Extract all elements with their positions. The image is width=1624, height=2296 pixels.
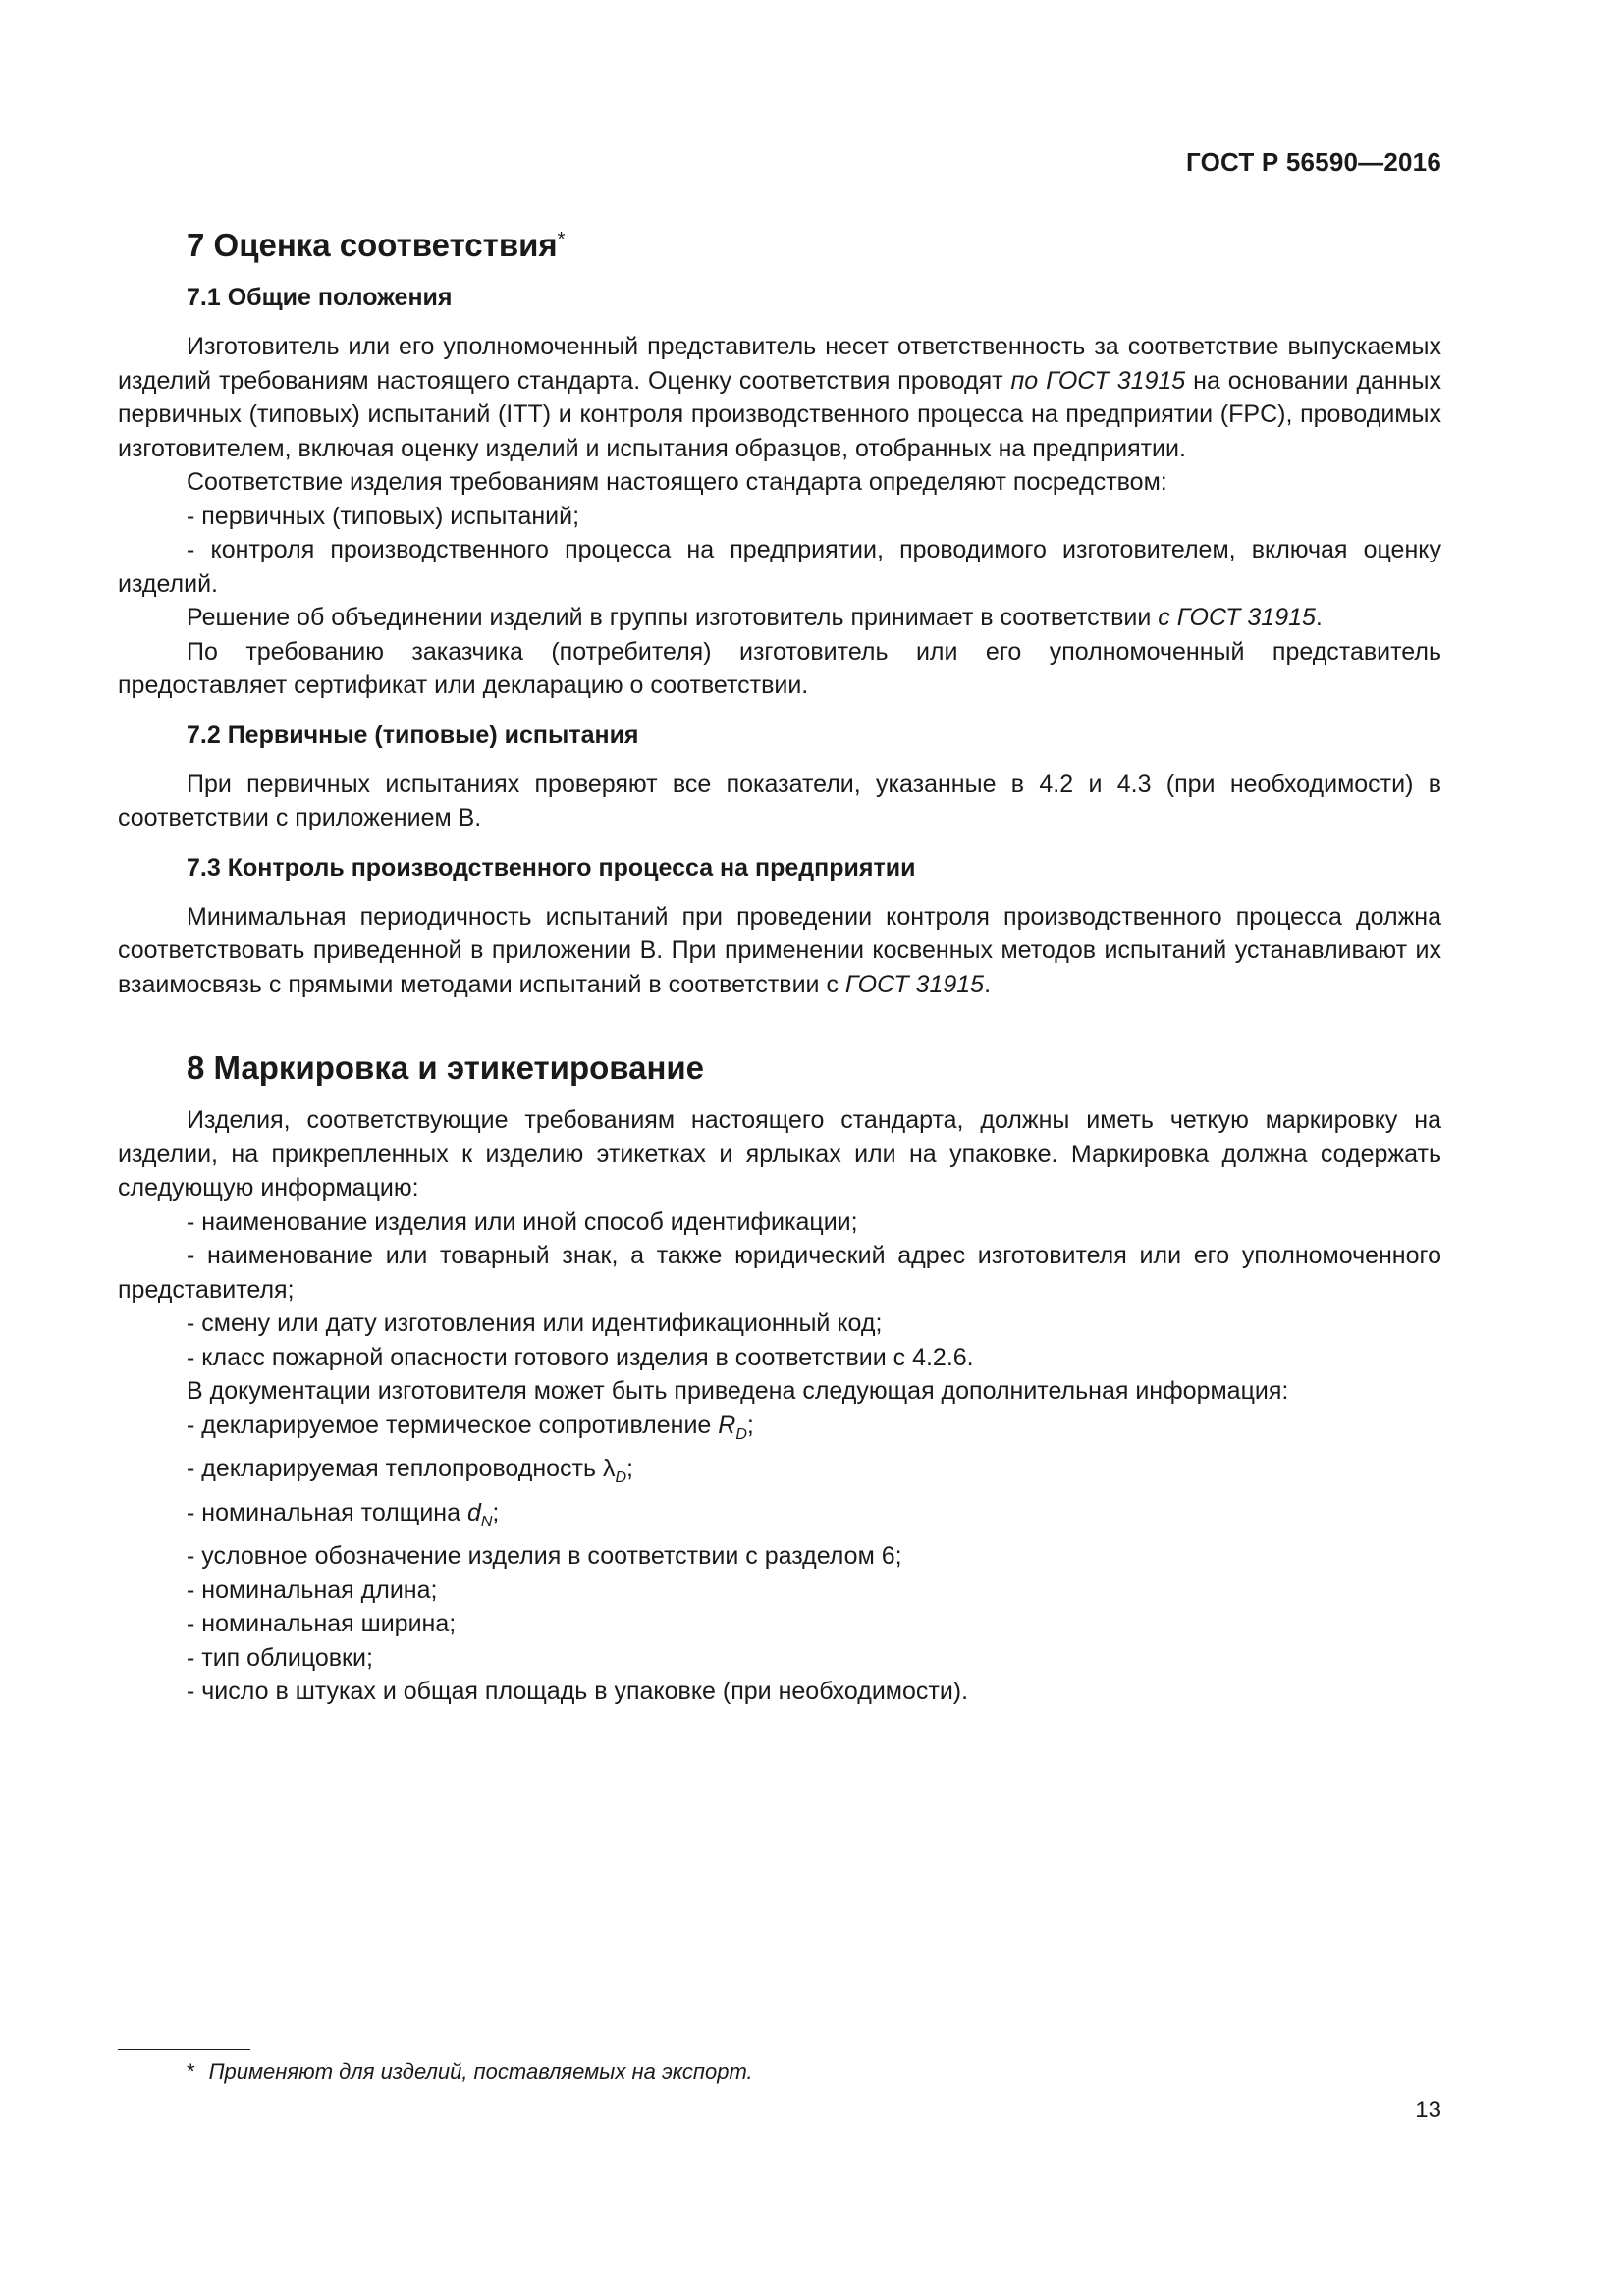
gost-reference: по ГОСТ 31915 — [1010, 366, 1186, 395]
footnote-divider — [118, 2049, 250, 2050]
footnote-mark: * — [557, 229, 566, 250]
list-item: - номинальная длина; — [187, 1575, 438, 1604]
list-item: - контроля производственного процесса на предприятии, проводимого изготовителем, включая оценку изделий. — [118, 536, 1441, 598]
list-item: - наименование или товарный знак, а также юридический адрес изготовителя или его уполномоченного представителя; — [118, 1242, 1441, 1304]
section-8-heading: 8 Маркировка и этикетирование — [187, 1049, 705, 1086]
list-item: - первичных (типовых) испытаний; — [187, 502, 580, 530]
list-item: - смену или дату изготовления или идентификационный код; — [187, 1309, 883, 1337]
subsection-7-3-heading: 7.3 Контроль производственного процесса на предприятии — [187, 853, 916, 881]
paragraph-8-2: В документации изготовителя может быть приведена следующая дополнительная информация: — [187, 1377, 1289, 1405]
gost-reference: с ГОСТ 31915 — [1158, 604, 1316, 631]
paragraph-7-1-2: Соответствие изделия требованиям настоящего стандарта определяют посредством: — [187, 468, 1167, 496]
list-item: - наименование изделия или иной способ идентификации; — [187, 1207, 858, 1236]
section-7-heading: 7 Оценка соответствия* — [187, 227, 566, 263]
list-item: - класс пожарной опасности готового изделия в соответствии с 4.2.6. — [187, 1343, 974, 1371]
paragraph-8-1: Изделия, соответствующие требованиям настоящего стандарта, должны иметь четкую маркировку на изделии, на прикрепленных к изделию этикетках и ярлыках или на упаковке. Маркировка должна содержать следующую информацию: — [118, 1106, 1441, 1201]
list-item: - число в штуках и общая площадь в упаковке (при необходимости). — [187, 1678, 969, 1705]
footnote: * Применяют для изделий, поставляемых на экспорт. — [187, 2059, 753, 2084]
paragraph-7-3-1: Минимальная периодичность испытаний при проведении контроля производственного процесса должна соответствовать приведенной в приложении В. При применении косвенных методов испытаний устанавливают их взаимосвязь с прямыми методами испытаний в соответствии с ГОСТ 31915. — [118, 902, 1441, 998]
paragraph-7-1-4: По требованию заказчика (потребителя) изготовитель или его уполномоченный представитель предоставляет сертификат или декларацию о соответствии. — [118, 637, 1441, 699]
paragraph-7-1-3: Решение об объединении изделий в группы изготовитель принимает в соответствии с ГОСТ 31915. — [187, 604, 1323, 631]
list-item: - тип облицовки; — [187, 1643, 373, 1672]
paragraph-7-2-1: При первичных испытаниях проверяют все показатели, указанные в 4.2 и 4.3 (при необходимости) в соответствии с приложением В. — [118, 770, 1441, 831]
paragraph-7-1-1: Изготовитель или его уполномоченный представитель несет ответственность за соответствие выпускаемых изделий требованиям настоящего стандарта. Оценку соответствия проводят по ГОСТ 31915 на основании данных первичных (типовых) испытаний (ITT) и контроля производственного процесса на предприятии (FPC), проводимых изготовителем, включая оценку изделий и испытания образцов, отобранных на предприятии. — [118, 333, 1442, 462]
subsection-7-1-heading: 7.1 Общие положения — [187, 284, 453, 311]
list-item-thermal-resistance: - декларируемое термическое сопротивление $R_D$; — [187, 1411, 754, 1443]
gost-reference: ГОСТ 31915 — [844, 970, 985, 998]
list-item-nominal-thickness: - номинальная толщина $d_N$; — [187, 1498, 500, 1530]
list-item: - номинальная ширина; — [187, 1610, 457, 1637]
standard-code: ГОСТ Р 56590—2016 — [1186, 147, 1441, 177]
list-item: - условное обозначение изделия в соответствии с разделом 6; — [187, 1542, 902, 1570]
list-item-thermal-conductivity: - декларируемая теплопроводность $\lambda_D$; — [187, 1455, 633, 1486]
page-content — [118, 222, 1441, 1709]
subsection-7-2-heading: 7.2 Первичные (типовые) испытания — [187, 721, 639, 749]
page-number: 13 — [1415, 2097, 1441, 2123]
